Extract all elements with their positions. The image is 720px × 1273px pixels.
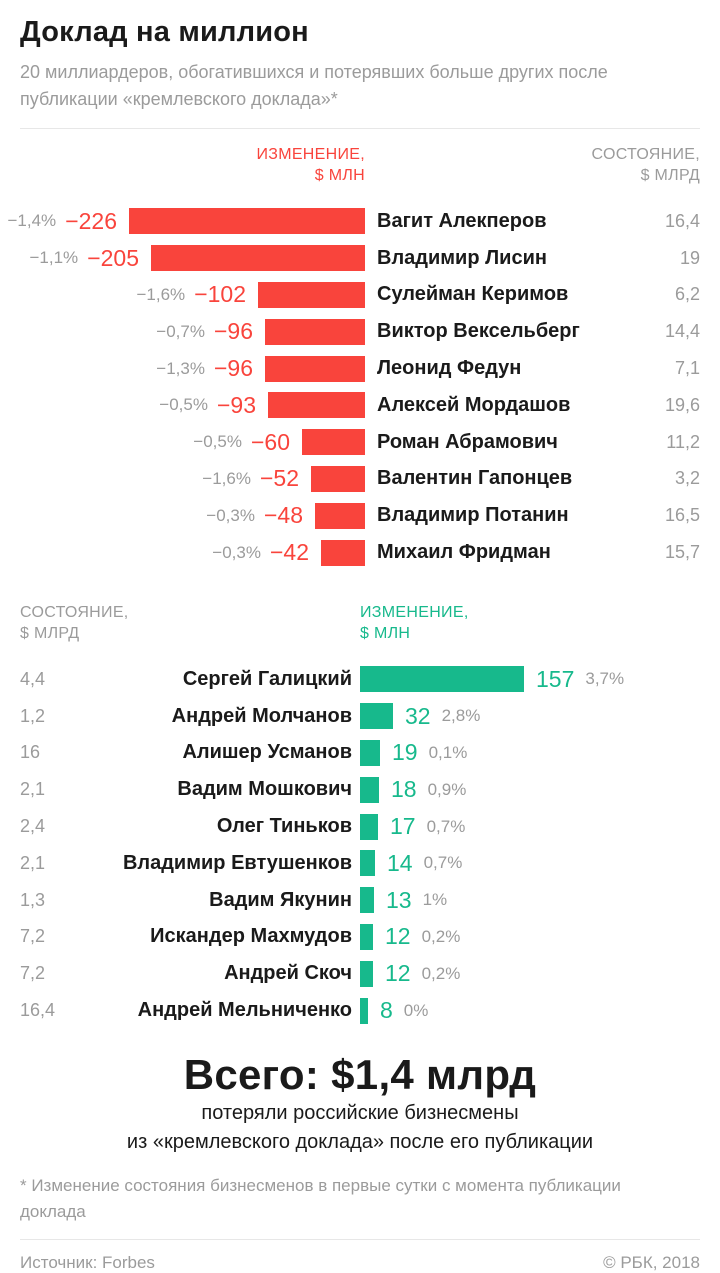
losses-change-header-line1: ИЗМЕНЕНИЕ, — [256, 146, 365, 163]
person-name: Роман Абрамович — [377, 430, 558, 453]
wealth-value: 1,3 — [20, 889, 46, 910]
wealth-value: 15,7 — [664, 542, 700, 563]
losses-wealth-header-line2: $ МЛРД — [640, 167, 700, 184]
wealth-value: 19,6 — [664, 394, 700, 415]
loss-bar — [151, 245, 365, 271]
loss-pct-label: −0,5% — [193, 432, 242, 452]
loss-change-value: −96 — [213, 355, 253, 382]
person-name: Искандер Махмудов — [150, 925, 352, 948]
loss-bar — [258, 282, 365, 308]
wealth-value: 16,4 — [20, 1000, 56, 1021]
gain-pct-label: 0,1% — [428, 742, 468, 762]
loss-pct-label: −1,4% — [7, 211, 57, 231]
gain-pct-label: 2,8% — [441, 706, 481, 726]
gain-row — [20, 661, 700, 698]
loss-row — [20, 461, 700, 498]
gains-wealth-header-line2: $ МЛРД — [20, 624, 80, 642]
loss-row-left — [20, 392, 365, 419]
wealth-value: 11,2 — [666, 431, 700, 452]
losses-wealth-header-line1: СОСТОЯНИЕ, — [591, 146, 700, 163]
wealth-value: 7,2 — [20, 926, 46, 947]
gain-change-value: 8 — [380, 997, 393, 1024]
gain-change-value: 14 — [387, 849, 413, 876]
gain-change-value: 32 — [405, 702, 431, 729]
loss-row-left — [20, 318, 365, 345]
gains-wealth-header — [20, 602, 129, 644]
wealth-value: 4,4 — [20, 668, 46, 689]
gain-change-value: 13 — [386, 886, 412, 913]
loss-row — [20, 387, 700, 424]
footer-copyright: © РБК, 2018 — [603, 1252, 700, 1272]
loss-row-left — [20, 429, 365, 456]
loss-change-value: −226 — [65, 207, 117, 234]
gain-pct-label: 0% — [403, 1000, 429, 1020]
person-name: Сулейман Керимов — [377, 283, 569, 306]
person-name: Михаил Фридман — [377, 541, 551, 564]
divider-top — [20, 128, 700, 129]
gain-change-value: 17 — [390, 813, 416, 840]
losses-wealth-header — [591, 144, 700, 186]
person-name: Владимир Потанин — [377, 504, 569, 527]
gains-change-header-line1: ИЗМЕНЕНИЕ, — [360, 603, 469, 621]
wealth-value: 16,5 — [664, 505, 700, 526]
loss-row — [20, 497, 700, 534]
gain-bar — [360, 703, 393, 729]
loss-change-value: −205 — [87, 244, 139, 271]
gain-pct-label: 0,9% — [427, 779, 467, 799]
loss-pct-label: −0,5% — [159, 395, 208, 415]
wealth-value: 16 — [20, 742, 41, 763]
gain-bar — [360, 924, 373, 950]
loss-row — [20, 350, 700, 387]
person-name: Сергей Галицкий — [182, 667, 352, 690]
loss-pct-label: −0,7% — [156, 321, 205, 341]
gain-pct-label: 0,2% — [421, 926, 461, 946]
loss-row-left — [20, 465, 365, 492]
loss-row — [20, 534, 700, 571]
loss-pct-label: −1,3% — [156, 358, 205, 378]
wealth-value: 14,4 — [664, 321, 700, 342]
footnote: * Изменение состояния бизнесменов в первые сутки с момента публикации доклада — [20, 1175, 621, 1221]
loss-row-left — [20, 281, 365, 308]
person-name: Андрей Скоч — [224, 962, 352, 985]
loss-row — [20, 313, 700, 350]
page-title: Доклад на миллион — [20, 16, 309, 48]
losses-rows — [7, 203, 700, 571]
loss-row — [7, 203, 700, 240]
summary-line2: из «кремлевского доклада» после его публикации — [126, 1130, 594, 1153]
gain-change-value: 157 — [536, 665, 575, 692]
gains-rows — [20, 661, 700, 1029]
loss-change-value: −42 — [269, 539, 309, 566]
person-name: Вадим Якунин — [209, 888, 352, 911]
gain-bar — [360, 850, 375, 876]
gain-pct-label: 0,2% — [421, 963, 461, 983]
loss-pct-label: −0,3% — [206, 505, 255, 525]
losses-change-header-line2: $ МЛН — [314, 167, 365, 184]
loss-row-left — [20, 245, 365, 272]
wealth-value: 2,1 — [20, 779, 46, 800]
gain-change-value: 12 — [385, 960, 411, 987]
loss-row — [20, 240, 700, 277]
wealth-value: 1,2 — [20, 705, 46, 726]
person-name: Валентин Гапонцев — [377, 467, 573, 490]
gain-pct-label: 0,7% — [423, 853, 463, 873]
wealth-value: 19 — [679, 247, 700, 268]
gain-row — [20, 808, 700, 845]
losses-header — [20, 139, 700, 203]
gain-pct-label: 0,7% — [426, 816, 466, 836]
gain-row — [20, 698, 700, 735]
footer — [20, 1253, 700, 1273]
loss-bar — [268, 392, 365, 418]
person-name: Алексей Мордашов — [377, 393, 571, 416]
gain-bar — [360, 814, 378, 840]
loss-change-value: −60 — [250, 428, 290, 455]
person-name: Виктор Вексельберг — [377, 320, 580, 343]
gain-row — [20, 735, 700, 772]
person-name: Андрей Молчанов — [171, 704, 352, 727]
loss-row — [20, 277, 700, 314]
wealth-value: 7,1 — [674, 358, 700, 379]
gain-change-value: 19 — [392, 739, 418, 766]
gain-change-value: 12 — [385, 923, 411, 950]
loss-change-value: −48 — [263, 502, 303, 529]
loss-row-left — [20, 355, 365, 382]
loss-bar — [311, 466, 365, 492]
person-name: Леонид Федун — [377, 357, 522, 380]
loss-bar — [321, 540, 365, 566]
gains-change-header — [360, 602, 469, 644]
loss-change-value: −52 — [259, 465, 299, 492]
loss-bar — [265, 319, 365, 345]
gain-row — [20, 771, 700, 808]
loss-pct-label: −1,6% — [202, 468, 251, 488]
gain-row — [20, 882, 700, 919]
gain-bar — [360, 998, 368, 1024]
gain-bar — [360, 740, 380, 766]
summary-line1: потеряли российские бизнесмены — [201, 1101, 519, 1124]
person-name: Владимир Лисин — [377, 246, 547, 269]
gain-row — [20, 992, 700, 1029]
gain-bar — [360, 887, 374, 913]
gains-header — [20, 597, 700, 661]
footer-source: Источник: Forbes — [20, 1252, 155, 1272]
wealth-value: 3,2 — [674, 468, 700, 489]
gain-pct-label: 3,7% — [585, 669, 625, 689]
person-name: Вадим Мошкович — [177, 778, 352, 801]
gain-pct-label: 1% — [422, 890, 448, 910]
loss-change-value: −93 — [216, 391, 256, 418]
summary-total: Всего: $1,4 млрд — [183, 1050, 537, 1098]
loss-pct-label: −0,3% — [212, 542, 261, 562]
gain-row — [20, 919, 700, 956]
gain-bar — [360, 961, 373, 987]
person-name: Владимир Евтушенков — [122, 851, 352, 874]
wealth-value: 7,2 — [20, 963, 46, 984]
gain-row — [20, 955, 700, 992]
wealth-value: 16,4 — [664, 210, 700, 231]
loss-pct-label: −1,1% — [29, 248, 79, 268]
gain-row — [20, 845, 700, 882]
gain-change-value: 18 — [391, 776, 417, 803]
gain-bar — [360, 666, 524, 692]
person-name: Вагит Алекперов — [377, 209, 547, 232]
summary — [20, 1051, 700, 1157]
loss-pct-label: −1,6% — [136, 284, 186, 304]
loss-bar — [302, 429, 365, 455]
losses-change-header — [256, 144, 365, 186]
person-name: Олег Тиньков — [216, 815, 352, 838]
loss-row-left — [20, 502, 365, 529]
person-name: Алишер Усманов — [182, 741, 352, 764]
gains-wealth-header-line1: СОСТОЯНИЕ, — [20, 603, 129, 621]
loss-row-left — [7, 207, 365, 235]
loss-row-left — [20, 539, 365, 566]
divider-bottom — [20, 1239, 700, 1240]
wealth-value: 2,1 — [20, 852, 46, 873]
loss-row — [20, 424, 700, 461]
loss-bar — [129, 208, 365, 234]
page-subtitle: 20 миллиардеров, обогатившихся и потерявших больше других после публикации «кремлевского доклада»* — [20, 62, 608, 109]
loss-bar — [265, 356, 365, 382]
loss-change-value: −96 — [213, 318, 253, 345]
person-name: Андрей Мельниченко — [137, 999, 352, 1022]
loss-bar — [315, 503, 365, 529]
gains-change-header-line2: $ МЛН — [360, 624, 411, 642]
wealth-value: 2,4 — [20, 816, 46, 837]
loss-change-value: −102 — [194, 281, 246, 308]
gain-bar — [360, 777, 379, 803]
wealth-value: 6,2 — [674, 284, 700, 305]
